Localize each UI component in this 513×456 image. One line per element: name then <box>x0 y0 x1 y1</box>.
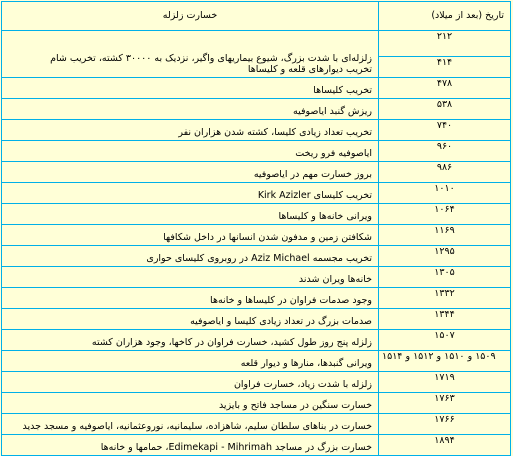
table-row <box>2 99 511 120</box>
year-cell: ۹۸۶ <box>379 162 511 183</box>
damage-cell: خانه‌ها ویران شدند <box>2 267 379 288</box>
damage-cell: صدمات بزرگ در تعداد زیادی کلیسا و ایاصوفیه <box>2 309 379 330</box>
damage-cell: ریزش گنبد ایاصوفیه <box>2 99 379 120</box>
table-row <box>2 141 511 162</box>
damage-cell: خسارت سنگین در مساجد فاتح و بایزید <box>2 393 379 414</box>
year-cell: ۱۳۳۲ <box>379 288 511 309</box>
table-row <box>2 225 511 246</box>
table-row <box>2 246 511 267</box>
table-row <box>2 414 511 435</box>
damage-cell: شکافتن زمین و مدفون شدن انسانها در داخل شکافها <box>2 225 379 246</box>
damage-cell: زلزله پنج روز طول کشید، خسارت فراوان در کاخها، وجود هزاران کشته <box>2 330 379 351</box>
year-cell: ۷۴۰ <box>379 120 511 141</box>
damage-line: تخریب دیوارهای قلعه و کلیساها <box>247 64 372 76</box>
table-row <box>2 204 511 225</box>
year-cell: ۱۱۶۹ <box>379 225 511 246</box>
header-row <box>2 2 511 31</box>
damage-cell: وجود صدمات فراوان در کلیساها و خانه‌ها <box>2 288 379 309</box>
damage-cell: بروز خسارت مهم در ایاصوفیه <box>2 162 379 183</box>
table-row <box>2 78 511 99</box>
year-cell: ۱۳۴۴ <box>379 309 511 330</box>
table-row <box>2 393 511 414</box>
year-cell: ۱۷۱۹ <box>379 372 511 393</box>
year-cell: ۱۵۰۹ و ۱۵۱۰ و ۱۵۱۲ و ۱۵۱۴ <box>379 351 511 372</box>
damage-cell: ویرانی خانه‌ها و کلیساها <box>2 204 379 225</box>
table-row <box>2 435 511 456</box>
table-row <box>2 309 511 330</box>
year-cell: ۹۶۰ <box>379 141 511 162</box>
year-cell: ۱۰۶۴ <box>379 204 511 225</box>
year-cell: ۱۸۹۴ <box>379 435 511 456</box>
year-cell: ۱۲۹۵ <box>379 246 511 267</box>
damage-cell: خسارت بزرگ در مساجد Edimekapi - Mihrimah، حمامها و خانه‌ها <box>2 435 379 456</box>
year-cell: ۱۵۰۷ <box>379 330 511 351</box>
table-row <box>2 288 511 309</box>
damage-column-header: خسارت زلزله <box>2 2 379 31</box>
year-cell: ۱۰۱۰ <box>379 183 511 204</box>
year-cell: ۵۳۸ <box>379 99 511 120</box>
damage-cell: ایاصوفیه فرو ریخت <box>2 141 379 162</box>
damage-cell: تخریب تعداد زیادی کلیسا، کشته شدن هزاران نفر <box>2 120 379 141</box>
table-row <box>2 162 511 183</box>
table-row <box>2 330 511 351</box>
year-cell: ۱۳۰۵ <box>379 267 511 288</box>
damage-line: زلزله‌ای با شدت بزرگ، شیوع بیماریهای واگیر، نزدیک به ۳۰۰۰۰ کشته، تخریب شام <box>50 53 372 65</box>
table-row <box>2 120 511 141</box>
year-cell: ۲۱۲ <box>379 31 511 57</box>
year-cell: ۴۱۴ <box>379 57 511 78</box>
damage-cell: خسارت در بناهای سلطان سلیم، شاهزاده، سلیمانیه، نوروعثمانیه، ایاصوفیه و مسجد جدید <box>2 414 379 435</box>
year-cell: ۱۷۶۶ <box>379 414 511 435</box>
table-row <box>2 31 511 57</box>
damage-cell: تخریب مجسمه Aziz Michael در روبروی کلیسای حواری <box>2 246 379 267</box>
damage-cell: تخریب کلیسای Kirk Azizler <box>2 183 379 204</box>
earthquake-damage-table <box>1 1 511 456</box>
table-row <box>2 351 511 372</box>
damage-cell: زلزله با شدت زیاد، خسارت فراوان <box>2 372 379 393</box>
year-column-header: تاریخ (بعد از میلاد) <box>379 2 511 31</box>
year-cell: ۱۷۶۳ <box>379 393 511 414</box>
table-row <box>2 372 511 393</box>
damage-cell: ویرانی گنبدها، منارها و دیوار قلعه <box>2 351 379 372</box>
table-row <box>2 183 511 204</box>
year-cell: ۴۷۸ <box>379 78 511 99</box>
damage-cell: تخریب کلیساها <box>2 78 379 99</box>
table-row <box>2 267 511 288</box>
damage-cell <box>2 31 379 78</box>
